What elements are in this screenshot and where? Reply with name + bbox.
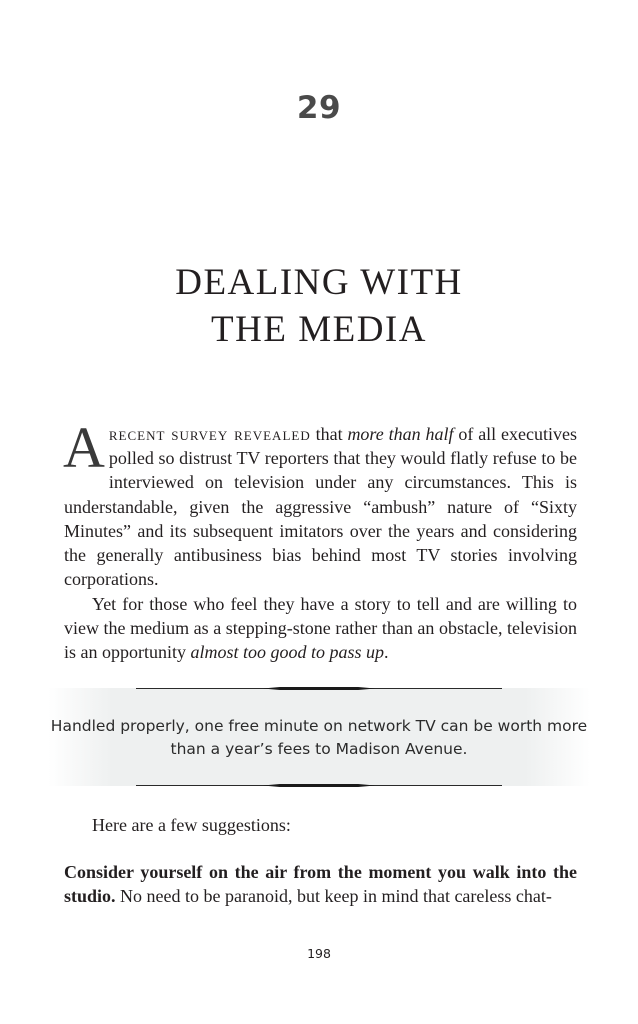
suggestion-text: No need to be paranoid, but keep in mind that careless chat-: [115, 886, 552, 907]
pull-quote-bottom-rule: [136, 785, 502, 786]
suggestion-paragraph: [64, 860, 577, 908]
chapter-title-line-2: THE MEDIA: [211, 309, 427, 350]
opening-text-a: that: [310, 424, 348, 444]
chapter-title: [0, 259, 638, 353]
pull-quote: [48, 688, 590, 786]
opening-emphasis: more than half: [347, 424, 454, 444]
second-paragraph: [64, 592, 577, 665]
suggestions-intro: Here are a few suggestions:: [92, 815, 291, 835]
opening-small-caps: recent survey revealed: [108, 424, 311, 444]
drop-cap: A: [63, 415, 105, 480]
opening-paragraph: [63, 415, 578, 591]
pull-quote-top-rule: [136, 688, 502, 689]
second-paragraph-end: .: [384, 642, 389, 663]
pull-quote-text: Handled properly, one free minute on network TV can be worth more than a year’s fees to Madison Avenue.: [50, 717, 588, 758]
chapter-number: 29: [296, 90, 342, 126]
second-paragraph-text: Yet for those who feel they have a story to tell and are willing to view the medium as a stepping-stone rather than an obstacle, television is an opportunity: [64, 594, 577, 663]
page-number: 198: [307, 946, 331, 961]
suggestion-heading: Consider yourself on the air from the moment you walk into the studio.: [64, 862, 577, 907]
chapter-title-line-1: DEALING WITH: [175, 262, 463, 303]
opening-text-b: of all executives polled so distrust TV reporters that they would flatly refuse to be interviewed on television under any circumstances. This is understandable, given the aggressive “ambush” nature of “Sixty Minutes” and its subsequent imitators over the years and considering the generally antibusiness bias behind most TV stories involving corporations.: [64, 424, 578, 590]
second-paragraph-emphasis: almost too good to pass up: [190, 642, 385, 663]
